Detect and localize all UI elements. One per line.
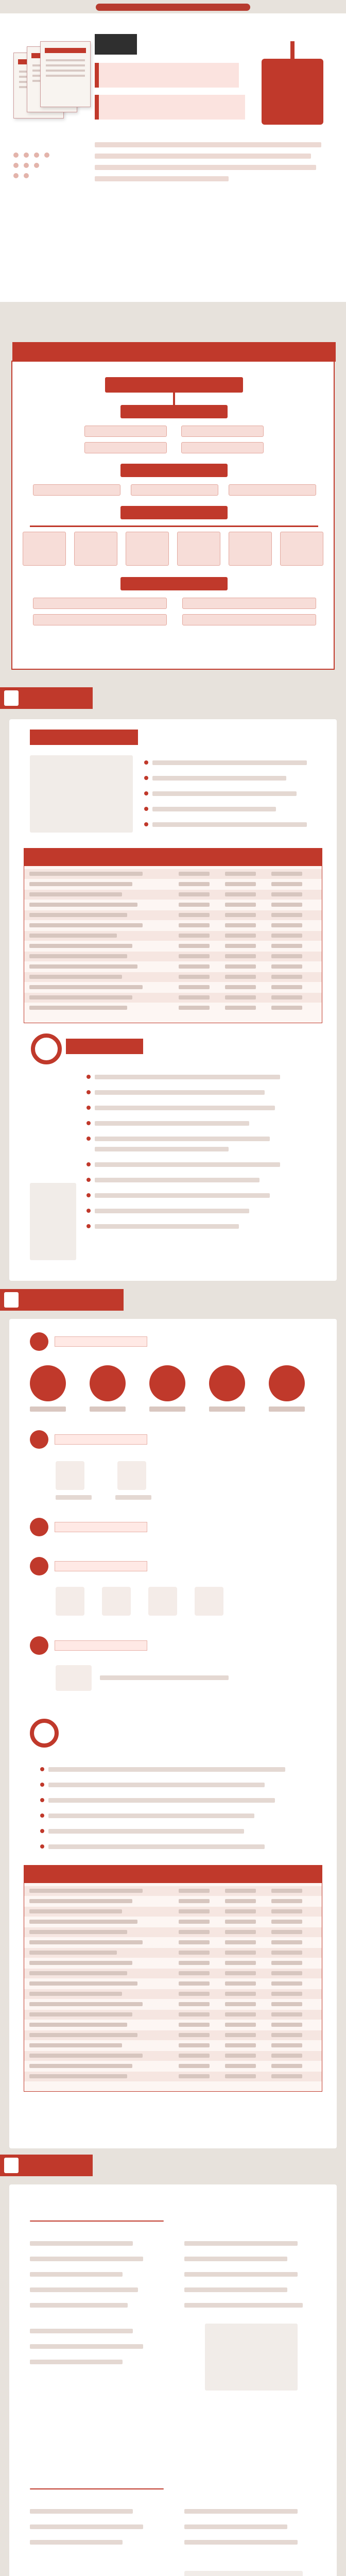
plan-part-4-item (182, 598, 316, 609)
subsection-ribbon (30, 730, 138, 745)
hero-title-line (95, 95, 245, 120)
green-icon (149, 1365, 185, 1401)
table-row (24, 869, 322, 879)
plan-part-1-item (181, 442, 264, 453)
goal-row (30, 1515, 335, 1539)
openness-icon (209, 1365, 245, 1401)
table-row (24, 879, 322, 889)
section-header-tasks (0, 2155, 93, 2176)
hero-title-line (95, 63, 239, 88)
market-building-icon (117, 1461, 146, 1490)
table-row (24, 1938, 322, 1947)
plan-part-4-item (33, 614, 167, 625)
goal-row (30, 1554, 335, 1579)
task-block (9, 2205, 337, 2447)
plan-part-1-item (181, 426, 264, 437)
table-row (24, 1989, 322, 1999)
tasks-card (9, 2184, 337, 2576)
table-row (24, 890, 322, 900)
illustration-panel (184, 2571, 303, 2576)
guidelines-card (9, 1319, 337, 2148)
plan-top-box (105, 377, 243, 393)
table-header (24, 849, 322, 866)
plan-part-4 (120, 577, 228, 590)
table-row (24, 2041, 322, 2050)
goal-row (30, 1633, 335, 1658)
table-row (24, 982, 322, 992)
hero-title (95, 34, 245, 132)
goal-row (30, 1329, 335, 1354)
plan-part-3-item (74, 532, 117, 566)
plan-part-3-item (177, 532, 220, 566)
table-row (24, 1907, 322, 1917)
section-header-development-environment (0, 687, 93, 709)
development-environment-card (9, 719, 337, 1281)
plan-header (12, 342, 336, 362)
table-row (24, 941, 322, 951)
plan-part-4-item (33, 598, 167, 609)
hero-intro (95, 142, 321, 190)
section-header-guidelines (0, 1289, 124, 1311)
table-row (24, 931, 322, 941)
indicator-table (24, 848, 322, 1023)
international-icon (195, 1587, 223, 1616)
table-row (24, 910, 322, 920)
table-row (24, 1886, 322, 1896)
target-icon (30, 1719, 59, 1748)
table-header (24, 1866, 322, 1883)
table-row (24, 1948, 322, 1958)
table-row (24, 1979, 322, 1989)
table-row (24, 2010, 322, 2020)
plan-part-2 (120, 464, 228, 477)
table-row (24, 2061, 322, 2071)
target-icon (31, 1033, 62, 1064)
table-row (24, 900, 322, 910)
plan-part-3-item (229, 532, 272, 566)
table-row (24, 2072, 322, 2081)
task-block (9, 2473, 337, 2576)
hero-tag (95, 34, 137, 55)
plan-part-1 (120, 405, 228, 418)
table-row (24, 2020, 322, 2030)
top-banner (96, 4, 250, 11)
table-row (24, 972, 322, 982)
plan-part-3-item (23, 532, 66, 566)
table-row (24, 962, 322, 972)
table-row (24, 1927, 322, 1937)
summary-badge (262, 59, 323, 125)
opportunity-ribbon (66, 1039, 143, 1054)
plan-part-1-item (84, 442, 167, 453)
bar-chart-illustration (205, 2324, 298, 2391)
sharing-icon (269, 1365, 305, 1401)
illustration-panel (30, 1183, 76, 1260)
document-icon (40, 41, 91, 107)
plan-part-1-item (84, 426, 167, 437)
capability-icon (102, 1587, 131, 1616)
table-row (24, 1969, 322, 1978)
plan-structure-panel (11, 361, 335, 670)
plan-part-3-item (126, 532, 169, 566)
innovation-icon (30, 1365, 66, 1401)
hero (0, 13, 346, 302)
goal-row (30, 1427, 335, 1452)
government-building-icon (56, 1461, 84, 1490)
table-row (24, 993, 322, 1003)
table-row (24, 2051, 322, 2061)
top-strip (0, 0, 346, 13)
plan-part-2-item (33, 484, 120, 496)
table-row (24, 2030, 322, 2040)
table-row (24, 1917, 322, 1927)
plan-part-3 (120, 506, 228, 519)
illustration-panel (30, 755, 133, 833)
plan-part-4-item (182, 614, 316, 625)
table-row (24, 1999, 322, 2009)
plan-part-2-item (229, 484, 316, 496)
brand-icon (148, 1587, 177, 1616)
table-row (24, 921, 322, 930)
innovation-icon (56, 1587, 84, 1616)
mechanism-icon (56, 1665, 92, 1691)
plan-part-3-item (280, 532, 323, 566)
coordination-icon (90, 1365, 126, 1401)
table-row (24, 952, 322, 961)
decorative-dots (13, 152, 85, 183)
table-row (24, 1958, 322, 1968)
table-row (24, 1003, 322, 1013)
document-stack-illustration (13, 41, 91, 129)
plan-part-2-item (131, 484, 218, 496)
targets-table (24, 1865, 322, 2092)
table-row (24, 1896, 322, 1906)
